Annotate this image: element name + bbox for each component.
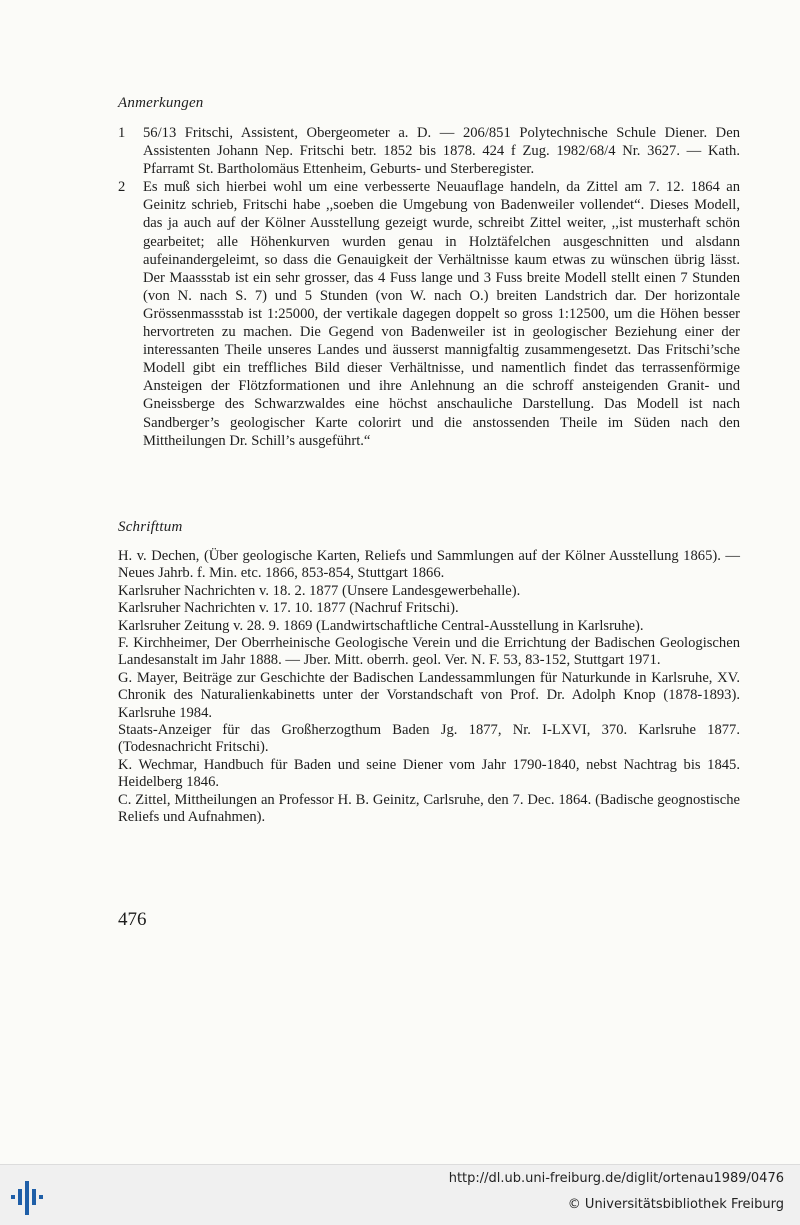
references-list bbox=[118, 548, 740, 827]
reference-entry: Karlsruher Nachrichten v. 17. 10. 1877 (Nachruf Fritschi). bbox=[118, 600, 459, 617]
footnote-number: 1 bbox=[118, 125, 126, 141]
reference-entry: C. Zittel, Mittheilungen an Professor H. B. Geinitz, Carlsruhe, den 7. Dec. 1864. (Badische geognostische Reliefs und Aufnahmen). bbox=[118, 791, 740, 826]
reference-entry: G. Mayer, Beiträge zur Geschichte der Badischen Landessammlungen für Naturkunde in Karlsruhe, XV. Chronik des Naturalienkabinetts unter der Vorstandschaft von Prof. Dr. Adolph Knop (1878-1893). Karlsruhe 1984. bbox=[118, 669, 740, 721]
footnote bbox=[118, 124, 740, 178]
footnote-number: 2 bbox=[118, 179, 126, 196]
reference-entry: F. Kirchheimer, Der Oberrheinische Geologische Verein und die Errichtung der Badischen Geologischen Landesanstalt im Jahr 1888. — Jber. Mitt. oberrh. geol. Ver. N. F. 53, 83-152, Stuttgart 1971. bbox=[118, 635, 740, 669]
reference-entry: K. Wechmar, Handbuch für Baden und seine Diener vom Jahr 1790-1840, nebst Nachtrag bis 1845. Heidelberg 1846. bbox=[118, 756, 740, 791]
footnote-text: 56/13 Fritschi, Assistent, Obergeometer a. D. — 206/851 Polytechnische Schule Diener. Den Assistenten Johann Nep. Fritschi betr. 1852 bis 1878. 424 f Zug. 1982/68/4 Nr. 3627. — Kath. Pfarramt St. Bartholomäus Ettenheim, Geburts- und Sterberegister. bbox=[143, 125, 740, 178]
copyright-text: © Universitätsbibliothek Freiburg bbox=[567, 1197, 784, 1212]
page-number: 476 bbox=[118, 909, 147, 930]
reference-entry: Staats-Anzeiger für das Großherzogthum Baden Jg. 1877, Nr. I-LXVI, 370. Karlsruhe 1877. (Todesnachricht Fritschi). bbox=[118, 722, 740, 756]
library-logo-icon bbox=[8, 1177, 48, 1222]
source-link[interactable]: http://dl.ub.uni-freiburg.de/diglit/ortenau1989/0476 bbox=[448, 1171, 784, 1186]
reference-entry: Karlsruher Nachrichten v. 18. 2. 1877 (Unsere Landesgewerbehalle). bbox=[118, 582, 521, 599]
footnote-text: Es muß sich hierbei wohl um eine verbesserte Neuauflage handeln, da Zittel am 7. 12. 1864 an Geinitz schrieb, Fritschi habe ,,soeben die Umgebung von Badenweiler vollendet“. Dieses Modell, das ja auch auf der Kölner Ausstellung gezeigt wurde, schreibt Zittel weiter, ,,ist musterhaft schön gearbeitet; alle Höhenkurven wurden genau in Holztäfelchen ausgeschnitten und alsdann aufeinandergeleimt, so dass die Genauigkeit der Verhältnisse kaum etwas zu wünschen übrig lässt. Der Maassstab ist ein sehr grosser, das 4 Fuss lange und 3 Fuss breite Modell stellt einen 7 Stunden (von N. nach S. 7) und 5 Stunden (von W. nach O.) breiten Landstrich dar. Der horizontale Grössenmassstab ist 1:25000, der vertikale dagegen doppelt so gross 1:12500, um die Höhen besser hervortreten zu machen. Die Gegend von Badenweiler ist in geologischer Beziehung einer der interessanten Theile unseres Landes und äusserst mannigfaltig zusammengesetzt. Das Fritschi’sche Modell gibt ein treffliches Bild dieser Verhältnisse, und namentlich findet das terrassenförmige Ansteigen der Flötzformationen und ihre Anlehnung an die schroff ansteigenden Granit- und Gneissberge des Schwarzwaldes eine höchst anschauliche Darstellung. Das Modell ist nach Sandberger’s geologischer Karte colorirt und die anstossenden Theile im Süden nach den Mittheilungen Dr. Schill’s ausgeführt.“ bbox=[143, 179, 740, 449]
notes-list bbox=[118, 124, 740, 450]
footnote bbox=[118, 178, 740, 449]
reference-entry: H. v. Dechen, (Über geologische Karten, Reliefs und Sammlungen auf der Kölner Ausstellung 1865). — Neues Jahrb. f. Min. etc. 1866, 853-854, Stuttgart 1866. bbox=[118, 548, 740, 582]
library-footer bbox=[0, 1164, 800, 1225]
references-heading: Schrifttum bbox=[118, 519, 183, 535]
reference-entry: Karlsruher Zeitung v. 28. 9. 1869 (Landwirtschaftliche Central-Ausstellung in Karlsruhe). bbox=[118, 617, 644, 634]
notes-heading: Anmerkungen bbox=[118, 95, 204, 111]
